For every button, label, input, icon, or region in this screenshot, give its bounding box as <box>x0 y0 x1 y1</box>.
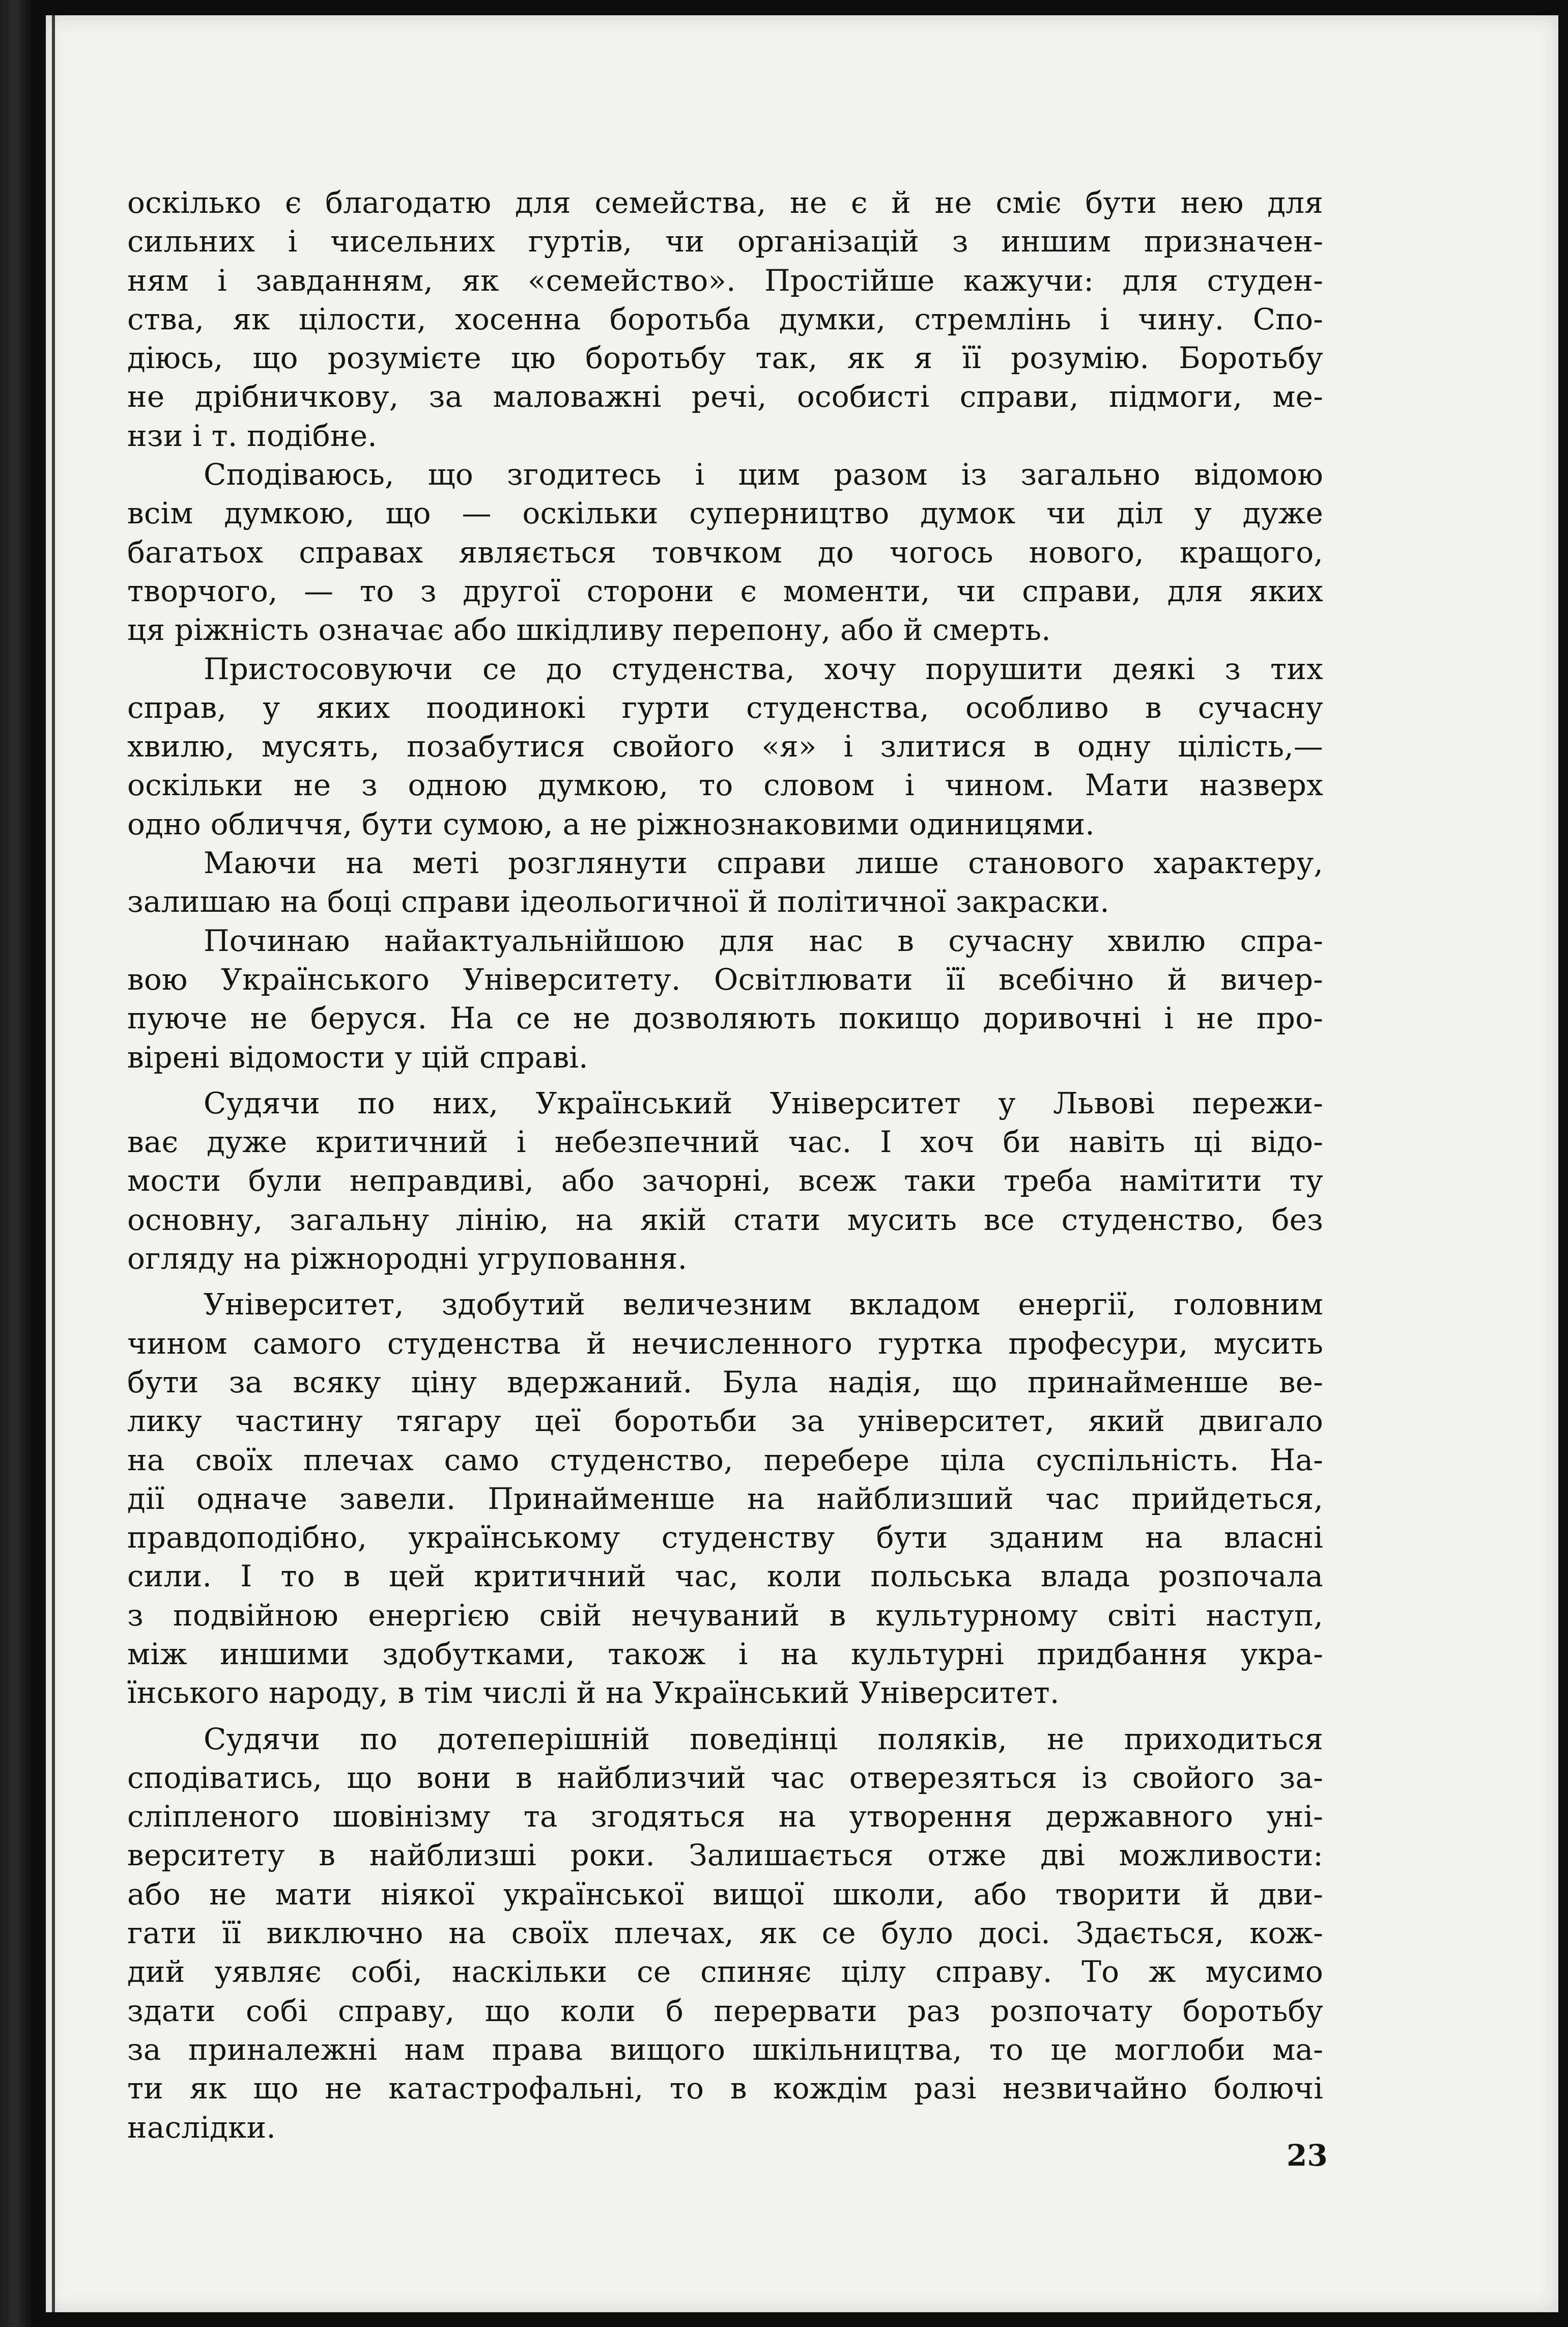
text-line: основну, загальну лінію, на якій стати мусить все студенство, без <box>127 1202 1323 1237</box>
text-line: ця ріжність означає або шкідливу перепону, або й смерть. <box>127 612 1051 648</box>
text-line: багатьох справах являється товчком до чогось нового, кращого, <box>127 535 1323 570</box>
text-line: одно обличчя, бути сумою, а не ріжнознаковими одиницями. <box>127 806 1095 842</box>
text-line: правдоподібно, українському студенству бути зданим на власні <box>127 1520 1323 1555</box>
text-line: дий уявляє собі, наскільки се спиняє цілу справу. То ж мусимо <box>127 1954 1323 1989</box>
paragraph <box>127 1285 1323 1712</box>
text-line: нзи і т. подібне. <box>127 418 377 453</box>
text-line: огляду на ріжнородні угруповання. <box>127 1241 688 1276</box>
paragraph-gap <box>127 1077 1323 1084</box>
text-line: всім думкою, що — оскільки суперництво думок чи діл у дуже <box>127 496 1323 531</box>
body-text <box>127 183 1323 2147</box>
text-line: з подвійною енергією свій нечуваний в культурному світі наступ, <box>127 1597 1323 1633</box>
text-line: діюсь, що розумієте цю боротьбу так, як я її розумію. Боротьбу <box>127 341 1323 376</box>
text-line: творчого, — то з другої сторони є моменти, чи справи, для яких <box>127 573 1323 608</box>
text-line: на своїх плечах само студенство, перебере ціла суспільність. На- <box>127 1442 1323 1477</box>
text-line: хвилю, мусять, позабутися свойого «я» і злитися в одну цілість,— <box>127 729 1323 764</box>
text-line: ває дуже критичний і небезпечний час. І хоч би навіть ці відо- <box>127 1125 1323 1160</box>
paragraph <box>127 650 1323 844</box>
paragraph <box>127 1084 1323 1278</box>
paragraph <box>127 455 1323 649</box>
text-line: ства, як цілости, хосенна боротьба думки, стремлінь і чину. Спо- <box>127 301 1323 337</box>
text-line: гати її виключно на своїх плечах, як се було досі. Здається, кож- <box>127 1916 1323 1951</box>
text-line: залишаю на боці справи ідеольогичної й політичної закраски. <box>127 884 1109 919</box>
text-line: Маючи на меті розглянути справи лише станового характеру, <box>204 846 1323 881</box>
text-line: пуюче не беруся. На се не дозволяють покищо доривочні і не про- <box>127 1001 1323 1036</box>
text-line: здати собі справу, що коли б перервати раз розпочату боротьбу <box>127 1993 1323 2028</box>
text-line: сподіватись, що вони в найблизчий час отверезяться із свойого за- <box>127 1760 1323 1795</box>
text-line: Судячи по них, Український Університет у Львові пережи- <box>204 1085 1323 1120</box>
text-line: ти як що не катастрофальні, то в кождім разі незвичайно болючі <box>127 2071 1323 2106</box>
text-line: мости були неправдиві, або зачорні, всеж таки треба намітити ту <box>127 1163 1323 1198</box>
paragraph <box>127 921 1323 1077</box>
text-line: чином самого студенства й нечисленного гуртка професури, мусить <box>127 1326 1323 1361</box>
text-line: або не мати ніякої української вищої школи, або творити й дви- <box>127 1876 1323 1912</box>
text-line: сильних і чисельних гуртів, чи організацій з иншим призначен- <box>127 224 1323 259</box>
text-line: Судячи по дотеперішній поведінці поляків, не приходиться <box>204 1721 1323 1756</box>
text-line: оскілько є благодатю для семейства, не є й не сміє бути нею для <box>127 185 1323 220</box>
text-line: сили. І то в цей критичний час, коли польська влада розпочала <box>127 1559 1323 1594</box>
text-line: наслідки. <box>127 2110 276 2145</box>
text-line: верситету в найблизші роки. Залишається отже дві можливости: <box>127 1838 1323 1873</box>
text-line: Університет, здобутий величезним вкладом енергії, головним <box>204 1287 1323 1322</box>
text-line: Починаю найактуальнійшою для нас в сучасну хвилю спра- <box>204 923 1323 958</box>
page-number: 23 <box>1287 2138 1328 2173</box>
text-line: за приналежні нам права вищого шкільництва, то це моглоби ма- <box>127 2032 1323 2067</box>
text-line: дії одначе завели. Принайменше на найблизший час прийдеться, <box>127 1481 1323 1516</box>
scan-border-right <box>1560 0 1568 2327</box>
text-line: бути за всяку ціну вдержаний. Була надія, що принайменше ве- <box>127 1364 1323 1399</box>
text-line: між иншими здобутками, також і на культурні придбання укра- <box>127 1636 1323 1671</box>
paragraph <box>127 1720 1323 2147</box>
binding-gutter <box>52 15 55 2312</box>
text-line: справ, у яких поодинокі гурти студенства, особливо в сучасну <box>127 690 1323 725</box>
text-line: їнського народу, в тім числі й на Український Університет. <box>127 1675 1060 1711</box>
text-line: оскільки не з одною думкою, то словом і чином. Мати назверх <box>127 768 1323 803</box>
text-line: сліпленого шовінізму та згодяться на утворення державного уні- <box>127 1799 1323 1834</box>
text-line: не дрібничкову, за маловажні речі, особисті справи, підмоги, ме- <box>127 379 1323 414</box>
facing-page-edge <box>0 0 32 2327</box>
text-line: Пристосовуючи се до студенства, хочу порушити деякі з тих <box>204 651 1323 686</box>
text-line: лику частину тягару цеї боротьби за університет, який двигало <box>127 1404 1323 1439</box>
text-line: Сподіваюсь, що згодитесь і цим разом із загально відомою <box>204 457 1323 492</box>
text-line: вою Українського Університету. Освітлювати її всебічно й вичер- <box>127 962 1323 997</box>
paragraph-gap <box>127 1713 1323 1720</box>
paragraph-gap <box>127 1278 1323 1285</box>
paragraph <box>127 844 1323 921</box>
text-line: вірені відомости у цій справі. <box>127 1040 588 1075</box>
paragraph <box>127 183 1323 455</box>
text-line: ням і завданням, як «семейство». Простійше кажучи: для студен- <box>127 263 1323 298</box>
